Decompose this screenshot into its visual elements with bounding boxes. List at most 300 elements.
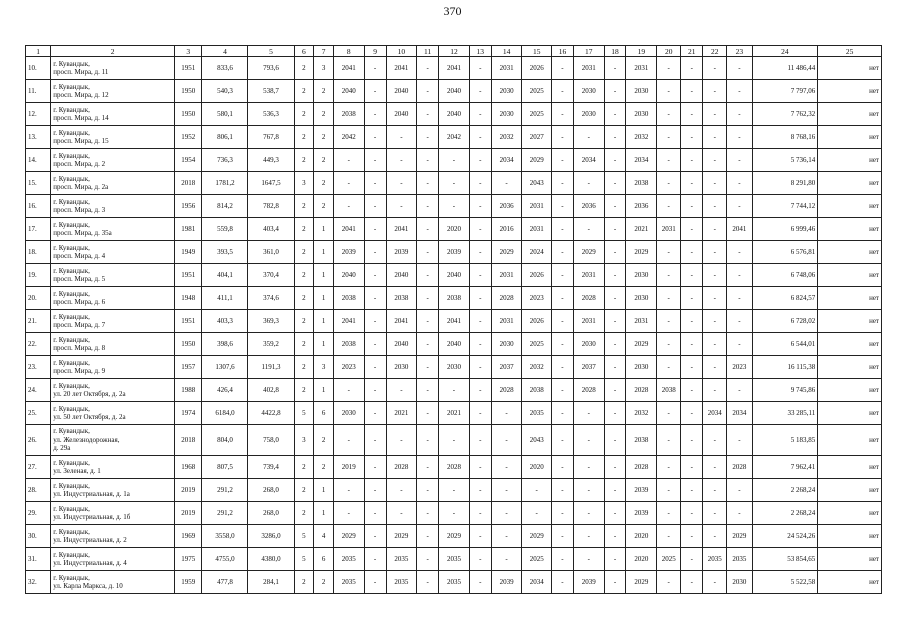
data-cell: 2040 [386,80,417,103]
data-cell: - [386,479,417,502]
data-cell: нет [818,241,882,264]
data-cell: - [727,287,752,310]
data-cell: 2030 [626,264,657,287]
data-cell: 24 524,26 [752,525,818,548]
address-line: ул. Индустриальная, д. 1а [53,490,130,498]
data-cell: - [657,571,681,594]
data-cell: 2034 [703,402,727,425]
data-cell: 2039 [333,241,364,264]
data-cell: 11 486,44 [752,57,818,80]
data-cell: - [469,149,491,172]
data-cell: - [364,402,386,425]
data-cell: - [727,479,752,502]
data-cell: 2 [294,456,314,479]
row-number: 18. [26,241,51,264]
data-cell: нет [818,195,882,218]
data-cell: 2030 [439,356,470,379]
data-cell: 2 [314,172,334,195]
data-cell: 6 728,02 [752,310,818,333]
data-cell: - [551,379,573,402]
data-cell: - [727,264,752,287]
data-cell: 2028 [573,379,604,402]
data-cell: 2 [294,287,314,310]
data-cell: 6 576,81 [752,241,818,264]
data-cell: - [417,333,439,356]
data-cell: 2035 [439,548,470,571]
data-cell: - [364,548,386,571]
data-cell: - [417,402,439,425]
header-cell: 12 [439,46,470,57]
data-cell: - [333,502,364,525]
data-cell: - [469,379,491,402]
address-line: просп. Мира, д. 14 [53,114,109,122]
data-cell: 3 [294,172,314,195]
data-cell: - [386,425,417,456]
data-cell: 2025 [522,103,552,126]
data-cell: - [657,425,681,456]
data-cell: - [681,456,703,479]
data-cell: - [573,525,604,548]
data-cell: 2031 [491,264,522,287]
address-line: д. 29а [53,444,71,453]
table-row [26,356,882,379]
data-cell: - [604,525,626,548]
data-cell: - [604,548,626,571]
data-cell: - [469,525,491,548]
data-cell: - [681,195,703,218]
data-cell: - [703,195,727,218]
header-cell: 14 [491,46,522,57]
data-cell: нет [818,126,882,149]
data-cell: - [364,218,386,241]
address-line: г. Кувандык, [53,151,90,160]
address-line: г. Кувандык, [53,481,90,490]
data-cell: - [657,241,681,264]
address-line: г. Кувандык, [53,220,90,229]
data-cell: 2030 [626,356,657,379]
header-cell: 17 [573,46,604,57]
header-cell: 25 [818,46,882,57]
data-cell: - [551,525,573,548]
data-cell: 2 [294,126,314,149]
data-cell: 2041 [386,218,417,241]
data-cell: 2038 [439,287,470,310]
data-cell: 2030 [626,80,657,103]
data-cell: 2029 [626,241,657,264]
address-cell [51,502,175,525]
data-cell: - [604,425,626,456]
data-cell: - [417,218,439,241]
header-cell: 11 [417,46,439,57]
row-number: 20. [26,287,51,310]
data-cell: 2043 [522,425,552,456]
address-line: г. Кувандык, [53,128,90,137]
data-cell: 53 854,65 [752,548,818,571]
data-cell: 767,8 [248,126,294,149]
data-cell: 2041 [727,218,752,241]
data-cell: - [657,195,681,218]
data-cell: 2 [294,264,314,287]
data-cell: 2034 [522,571,552,594]
data-cell: - [681,425,703,456]
data-cell: - [681,149,703,172]
data-cell: - [469,195,491,218]
data-cell: 2 268,24 [752,502,818,525]
data-cell: - [604,264,626,287]
data-cell: - [657,126,681,149]
data-cell: - [703,333,727,356]
data-cell: - [703,172,727,195]
table-row [26,456,882,479]
data-cell: 398,6 [202,333,248,356]
data-cell: 1 [314,333,334,356]
data-cell: 2042 [333,126,364,149]
data-cell: - [551,241,573,264]
address-line: г. Кувандык, [53,289,90,298]
table-row [26,149,882,172]
data-cell: 814,2 [202,195,248,218]
data-cell: 403,4 [248,218,294,241]
data-cell: - [681,241,703,264]
data-cell: 374,6 [248,287,294,310]
data-cell: 2029 [333,525,364,548]
address-line: г. Кувандык, [53,266,90,275]
data-cell: - [551,402,573,425]
row-number: 13. [26,126,51,149]
data-cell: 1969 [175,525,202,548]
data-cell: - [469,126,491,149]
address-line: просп. Мира, д. 11 [53,68,109,76]
data-cell: 9 745,86 [752,379,818,402]
data-cell: - [551,149,573,172]
table-row [26,333,882,356]
data-cell: 2032 [626,126,657,149]
address-cell [51,333,175,356]
data-cell: 2016 [491,218,522,241]
data-cell: 2039 [573,571,604,594]
data-cell: 2038 [386,287,417,310]
data-cell: 4755,0 [202,548,248,571]
data-cell: - [491,425,522,456]
data-cell: 2030 [573,80,604,103]
data-cell: 6184,0 [202,402,248,425]
data-cell: 2038 [626,425,657,456]
data-cell: 2021 [626,218,657,241]
table-row [26,479,882,502]
header-cell: 13 [469,46,491,57]
data-cell: - [417,356,439,379]
data-cell: - [681,310,703,333]
data-cell: - [657,287,681,310]
data-cell: нет [818,287,882,310]
data-cell: 2020 [626,548,657,571]
data-cell: 1 [314,502,334,525]
data-cell: - [703,525,727,548]
data-cell: 2038 [657,379,681,402]
data-cell: 2040 [439,80,470,103]
data-cell: - [551,126,573,149]
data-cell: - [491,548,522,571]
data-cell: - [551,172,573,195]
address-line: просп. Мира, д. 2 [53,160,106,168]
row-number: 24. [26,379,51,402]
data-cell: - [604,195,626,218]
data-cell: - [417,425,439,456]
data-cell: 404,1 [202,264,248,287]
row-number: 23. [26,356,51,379]
data-cell: - [727,80,752,103]
data-cell: 2 [314,425,334,456]
data-cell: - [681,379,703,402]
data-cell: - [469,456,491,479]
data-cell: - [657,103,681,126]
address-line: г. Кувандык, [53,573,90,582]
data-cell: - [657,310,681,333]
address-cell [51,126,175,149]
data-cell: нет [818,264,882,287]
column-number-header [26,46,882,57]
data-cell: - [703,126,727,149]
address-line: г. Кувандык, [53,458,90,467]
data-cell: 2019 [175,479,202,502]
data-cell: 2 [294,333,314,356]
address-cell [51,379,175,402]
header-cell: 2 [51,46,175,57]
data-cell: - [604,333,626,356]
row-number: 11. [26,80,51,103]
data-cell: 806,1 [202,126,248,149]
data-cell: - [551,571,573,594]
header-cell: 16 [551,46,573,57]
data-cell: 2035 [439,571,470,594]
data-cell: 2031 [491,57,522,80]
data-cell: 2028 [626,379,657,402]
data-cell: - [364,456,386,479]
data-cell: - [604,57,626,80]
data-cell: нет [818,333,882,356]
data-cell: 1975 [175,548,202,571]
data-cell: 1952 [175,126,202,149]
data-cell: 833,6 [202,57,248,80]
data-cell: - [364,57,386,80]
row-number: 31. [26,548,51,571]
data-cell: 2035 [727,548,752,571]
data-cell: - [727,103,752,126]
data-cell: - [604,218,626,241]
address-line: г. Кувандык, [53,312,90,321]
data-cell: - [604,287,626,310]
data-cell: 2029 [573,241,604,264]
data-cell: 1 [314,287,334,310]
data-cell: 2026 [522,310,552,333]
address-line: ул. Зеленая, д. 1 [53,467,101,475]
data-cell: - [333,425,364,456]
data-cell: - [703,456,727,479]
address-line: ул. Индустриальная, д. 2 [53,536,127,544]
row-number: 14. [26,149,51,172]
data-cell: 2 [294,80,314,103]
data-cell: 2029 [386,525,417,548]
data-cell: - [469,172,491,195]
data-cell: 2020 [522,456,552,479]
data-cell: 268,0 [248,502,294,525]
table-row [26,571,882,594]
table-row [26,218,882,241]
data-cell: 8 768,16 [752,126,818,149]
row-number: 25. [26,402,51,425]
data-cell: 1974 [175,402,202,425]
data-cell: - [604,571,626,594]
data-cell: 2026 [522,57,552,80]
header-cell: 5 [248,46,294,57]
row-number: 30. [26,525,51,548]
data-cell: - [657,333,681,356]
data-cell: - [657,456,681,479]
data-cell: 2040 [439,264,470,287]
data-cell: 1957 [175,356,202,379]
data-cell: 2025 [522,80,552,103]
table-row [26,57,882,80]
header-cell: 9 [364,46,386,57]
data-cell: 6 544,01 [752,333,818,356]
data-cell: 1 [314,379,334,402]
address-line: ул. Карла Маркса, д. 10 [53,582,123,590]
data-cell: нет [818,525,882,548]
page-number: 370 [443,4,462,18]
address-cell [51,218,175,241]
data-cell: 2030 [626,287,657,310]
data-cell: 2 [314,456,334,479]
data-cell: - [703,356,727,379]
data-cell: - [364,356,386,379]
data-cell: - [417,548,439,571]
data-cell: - [681,356,703,379]
data-cell: 2 [294,502,314,525]
data-cell: 2029 [626,333,657,356]
data-cell: 361,0 [248,241,294,264]
data-cell: - [469,502,491,525]
data-cell: - [681,502,703,525]
data-cell: - [364,80,386,103]
data-cell: - [703,241,727,264]
address-cell [51,425,175,456]
data-cell: 2036 [491,195,522,218]
data-cell: 477,8 [202,571,248,594]
data-cell: - [604,402,626,425]
data-cell: 1950 [175,103,202,126]
address-line: г. Кувандык, [53,358,90,367]
address-cell [51,456,175,479]
data-cell: 540,3 [202,80,248,103]
data-cell: - [551,218,573,241]
data-cell: - [551,80,573,103]
data-cell: 4380,0 [248,548,294,571]
data-cell: - [681,172,703,195]
data-cell: 2035 [333,548,364,571]
data-cell: 2041 [333,218,364,241]
data-cell: 2030 [386,356,417,379]
data-cell: 1781,2 [202,172,248,195]
data-cell: 8 291,80 [752,172,818,195]
data-cell: - [657,172,681,195]
data-cell: - [439,425,470,456]
address-line: г. Кувандык, [53,427,90,436]
data-cell: 2034 [573,149,604,172]
data-cell: 1307,6 [202,356,248,379]
data-cell: 2018 [175,425,202,456]
data-cell: 2032 [491,126,522,149]
address-line: просп. Мира, д. 5 [53,275,106,283]
data-cell: - [469,218,491,241]
data-cell: - [386,502,417,525]
data-cell: 2031 [626,57,657,80]
data-cell: 2032 [522,356,552,379]
data-cell: 538,7 [248,80,294,103]
data-cell: 2030 [491,333,522,356]
data-cell: 2 [314,571,334,594]
data-cell: 2019 [333,456,364,479]
data-cell: 559,8 [202,218,248,241]
data-cell: - [364,310,386,333]
data-cell: - [604,479,626,502]
data-cell: - [364,172,386,195]
data-cell: 2029 [491,241,522,264]
data-cell: 2025 [522,548,552,571]
data-cell: 2 [294,379,314,402]
data-cell: 2028 [727,456,752,479]
address-line: просп. Мира, д. 12 [53,91,109,99]
data-cell: - [386,149,417,172]
data-cell: 2028 [491,287,522,310]
data-cell: 2037 [491,356,522,379]
row-number: 22. [26,333,51,356]
data-cell: 2021 [386,402,417,425]
data-cell: 6 824,57 [752,287,818,310]
data-cell: - [417,571,439,594]
data-cell: 291,2 [202,502,248,525]
data-cell: 7 762,32 [752,103,818,126]
data-cell: - [333,379,364,402]
data-cell: 2038 [333,333,364,356]
data-cell: 2036 [573,195,604,218]
data-cell: - [333,149,364,172]
data-cell: - [522,502,552,525]
data-cell: нет [818,149,882,172]
data-cell: - [604,126,626,149]
data-cell: 2030 [491,80,522,103]
address-cell [51,310,175,333]
data-cell: 33 285,11 [752,402,818,425]
data-cell: 2 [294,218,314,241]
data-cell: 2028 [386,456,417,479]
header-cell: 7 [314,46,334,57]
data-cell: нет [818,502,882,525]
data-cell: 2028 [491,379,522,402]
header-cell: 15 [522,46,552,57]
data-cell: - [469,287,491,310]
header-cell: 4 [202,46,248,57]
data-cell: - [439,149,470,172]
data-cell: - [703,379,727,402]
data-cell: - [491,479,522,502]
data-cell: 4422,8 [248,402,294,425]
data-cell: 2034 [626,149,657,172]
data-cell: - [727,502,752,525]
address-cell [51,241,175,264]
data-cell: 2025 [522,333,552,356]
row-number: 12. [26,103,51,126]
data-cell: 2035 [333,571,364,594]
